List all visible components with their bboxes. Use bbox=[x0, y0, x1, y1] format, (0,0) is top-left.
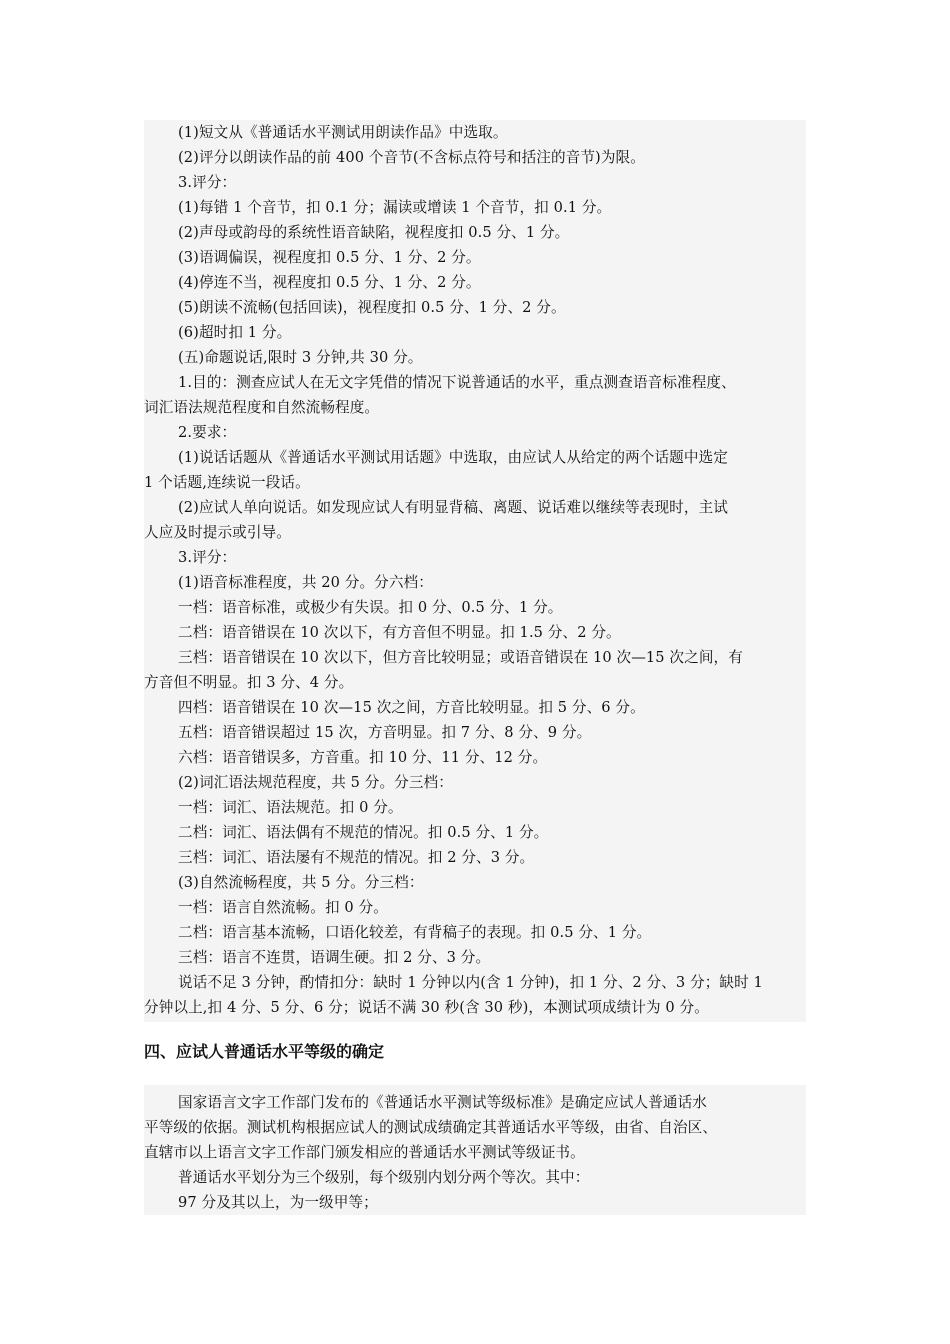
text-line: (4)停连不当，视程度扣 0.5 分、1 分、2 分。 bbox=[178, 274, 481, 291]
text-line: 一档：词汇、语法规范。扣 0 分。 bbox=[178, 799, 403, 816]
text-line: 2.要求： bbox=[178, 424, 237, 441]
text-line: 三档：语音错误在 10 次以下，但方音比较明显；或语音错误在 10 次—15 次之间，有 bbox=[178, 649, 743, 666]
text-line: 词汇语法规范程度和自然流畅程度。 bbox=[144, 399, 380, 416]
text-line: (1)语音标准程度，共 20 分。分六档： bbox=[178, 574, 433, 591]
text-line: 说话不足 3 分钟，酌情扣分：缺时 1 分钟以内(含 1 分钟)，扣 1 分、2 分、3 分；缺时 1 bbox=[178, 974, 763, 991]
text-line: 分钟以上,扣 4 分、5 分、6 分；说话不满 30 秒(含 30 秒)，本测试项成绩计为 0 分。 bbox=[144, 999, 709, 1016]
text-line: (1)说话话题从《普通话水平测试用话题》中选取，由应试人从给定的两个话题中选定 bbox=[178, 449, 728, 466]
text-line: 二档：语音错误在 10 次以下，有方音但不明显。扣 1.5 分、2 分。 bbox=[178, 624, 621, 641]
text-line: 平等级的依据。测试机构根据应试人的测试成绩确定其普通话水平等级，由省、自治区、 bbox=[144, 1119, 718, 1136]
text-line: 一档：语音标准，或极少有失误。扣 0 分、0.5 分、1 分。 bbox=[178, 599, 563, 616]
text-line: 3.评分： bbox=[178, 549, 237, 566]
text-line: (6)超时扣 1 分。 bbox=[178, 324, 292, 341]
text-line: 五档：语音错误超过 15 次，方音明显。扣 7 分、8 分、9 分。 bbox=[178, 724, 592, 741]
text-line: (2)词汇语法规范程度，共 5 分。分三档： bbox=[178, 774, 453, 791]
text-line: (2)评分以朗读作品的前 400 个音节(不含标点符号和括注的音节)为限。 bbox=[178, 149, 645, 166]
text-line: (2)声母或韵母的系统性语音缺陷，视程度扣 0.5 分、1 分。 bbox=[178, 224, 570, 241]
text-line: 国家语言文字工作部门发布的《普通话水平测试等级标准》是确定应试人普通话水 bbox=[178, 1094, 707, 1111]
text-line: (2)应试人单向说话。如发现应试人有明显背稿、离题、说话难以继续等表现时，主试 bbox=[178, 499, 728, 516]
text-line: 三档：词汇、语法屡有不规范的情况。扣 2 分、3 分。 bbox=[178, 849, 535, 866]
text-line: 三档：语言不连贯，语调生硬。扣 2 分、3 分。 bbox=[178, 949, 491, 966]
text-line: 六档：语音错误多，方音重。扣 10 分、11 分、12 分。 bbox=[178, 749, 548, 766]
text-line: (五)命题说话,限时 3 分钟,共 30 分。 bbox=[178, 349, 423, 366]
text-line: 直辖市以上语言文字工作部门颁发相应的普通话水平测试等级证书。 bbox=[144, 1144, 585, 1161]
text-line: (3)语调偏误，视程度扣 0.5 分、1 分、2 分。 bbox=[178, 249, 481, 266]
section-heading: 四、应试人普通话水平等级的确定 bbox=[144, 1042, 385, 1061]
text-line: 3.评分： bbox=[178, 174, 237, 191]
text-line: 方音但不明显。扣 3 分、4 分。 bbox=[144, 674, 354, 691]
text-line: (1)短文从《普通话水平测试用朗读作品》中选取。 bbox=[178, 124, 508, 141]
text-line: (1)每错 1 个音节，扣 0.1 分；漏读或增读 1 个音节，扣 0.1 分。 bbox=[178, 199, 612, 216]
text-line: (3)自然流畅程度，共 5 分。分三档： bbox=[178, 874, 424, 891]
text-line: 二档：词汇、语法偶有不规范的情况。扣 0.5 分、1 分。 bbox=[178, 824, 549, 841]
text-line: 一档：语言自然流畅。扣 0 分。 bbox=[178, 899, 388, 916]
text-line: 普通话水平划分为三个级别，每个级别内划分两个等次。其中： bbox=[178, 1169, 590, 1186]
text-line: 1 个话题,连续说一段话。 bbox=[144, 474, 310, 491]
text-line: 1.目的：测查应试人在无文字凭借的情况下说普通话的水平，重点测查语音标准程度、 bbox=[178, 374, 736, 391]
text-line: (5)朗读不流畅(包括回读)，视程度扣 0.5 分、1 分、2 分。 bbox=[178, 299, 566, 316]
text-block-scoring-rules bbox=[144, 120, 806, 1022]
text-line: 二档：语言基本流畅，口语化较差，有背稿子的表现。扣 0.5 分、1 分。 bbox=[178, 924, 652, 941]
text-block-level-determination bbox=[144, 1085, 806, 1215]
text-line: 97 分及其以上，为一级甲等； bbox=[178, 1194, 378, 1211]
text-line: 人应及时提示或引导。 bbox=[144, 524, 291, 541]
text-line: 四档：语音错误在 10 次—15 次之间，方音比较明显。扣 5 分、6 分。 bbox=[178, 699, 645, 716]
